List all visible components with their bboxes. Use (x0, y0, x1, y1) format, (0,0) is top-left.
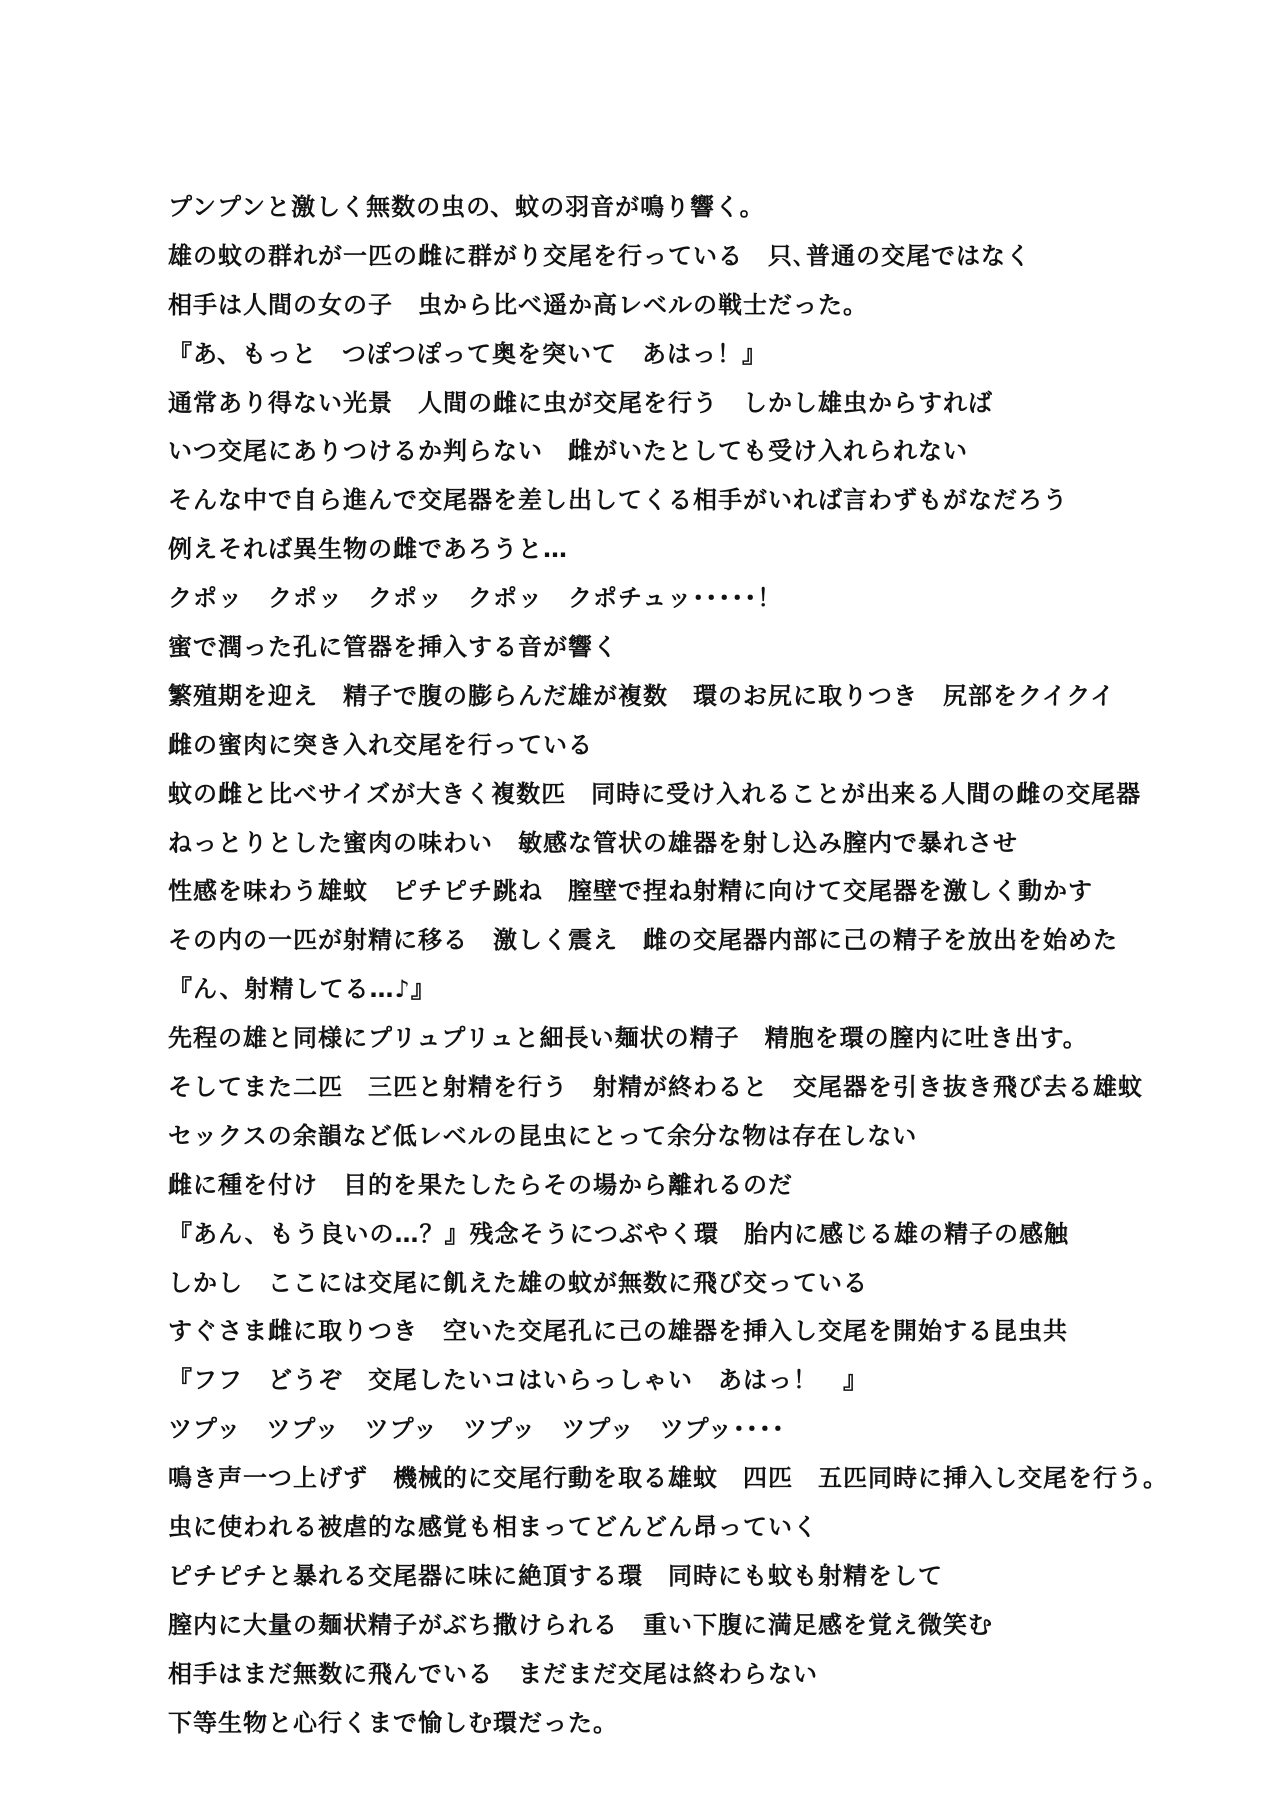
text-line: そんな中で自ら進んで交尾器を差し出してくる相手がいれば言わずもがなだろう (168, 486, 1068, 515)
text-line: 性感を味わう雄蚊 ピチピチ跳ね 膣壁で捏ね射精に向けて交尾器を激しく動かす (168, 877, 1093, 906)
document-body (168, 183, 1208, 1748)
text-line: 通常あり得ない光景 人間の雌に虫が交尾を行う しかし雄虫からすれば (168, 388, 993, 417)
text-line: 例えそれば異生物の雌であろうと… (168, 535, 568, 564)
text-line: しかし ここには交尾に飢えた雄の蚊が無数に飛び交っている (168, 1268, 868, 1297)
text-line: 鳴き声一つ上げず 機械的に交尾行動を取る雄蚊 四匹 五匹同時に挿入し交尾を行う。 (168, 1464, 1168, 1493)
text-line: クポッ クポッ クポッ クポッ クポチュッ･････！ (168, 584, 783, 613)
text-line: ピチピチと暴れる交尾器に味に絶頂する環 同時にも蚊も射精をして (168, 1561, 943, 1590)
text-line: その内の一匹が射精に移る 激しく震え 雌の交尾器内部に己の精子を放出を始めた (168, 926, 1118, 955)
text-line: 蜜で潤った孔に管器を挿入する音が響く (168, 633, 618, 662)
text-line: プンプンと激しく無数の虫の、蚊の羽音が鳴り響く。 (168, 193, 765, 221)
text-line: 先程の雄と同様にプリュプリュと細長い麺状の精子 精胞を環の膣内に吐き出す。 (168, 1024, 1088, 1053)
text-line: 雄の蚊の群れが一匹の雌に群がり交尾を行っている 只､普通の交尾ではなく (168, 241, 1031, 270)
text-line: ツプッ ツプッ ツプッ ツプッ ツプッ ツプッ････ (168, 1415, 785, 1444)
text-line: 相手はまだ無数に飛んでいる まだまだ交尾は終わらない (168, 1659, 818, 1688)
text-line: ねっとりとした蜜肉の味わい 敏感な管状の雄器を射し込み膣内で暴れさせ (168, 828, 1018, 857)
text-line: 膣内に大量の麺状精子がぶち撒けられる 重い下腹に満足感を覚え微笑む (168, 1610, 993, 1639)
text-line: すぐさま雌に取りつき 空いた交尾孔に己の雄器を挿入し交尾を開始する昆虫共 (168, 1317, 1068, 1346)
text-line: 繁殖期を迎え 精子で腹の膨らんだ雄が複数 環のお尻に取りつき 尻部をクイクイ (168, 681, 1116, 710)
text-line: 『ん、射精してる…♪』 (168, 975, 436, 1004)
text-line: 相手は人間の女の子 虫から比べ遥か高レベルの戦士だった。 (168, 290, 868, 319)
text-line: 雌の蜜肉に突き入れ交尾を行っている (168, 730, 593, 759)
text-line: 『フフ どうぞ 交尾したいコはいらっしゃい あはっ！ 』 (168, 1366, 868, 1395)
text-line: 雌に種を付け 目的を果たしたらその場から離れるのだ (168, 1170, 793, 1199)
text-line: そしてまた二匹 三匹と射精を行う 射精が終わると 交尾器を引き抜き飛び去る雄蚊 (168, 1073, 1143, 1102)
text-line: いつ交尾にありつけるか判らない 雌がいたとしても受け入れられない (168, 437, 968, 466)
text-line: 『あん、もう良いの…？』残念そうにつぶやく環 胎内に感じる雄の精子の感触 (168, 1219, 1069, 1248)
text-line: 虫に使われる被虐的な感覚も相まってどんどん昂っていく (168, 1513, 818, 1542)
text-line: セックスの余韻など低レベルの昆虫にとって余分な物は存在しない (168, 1121, 918, 1150)
text-line: 下等生物と心行くまで愉しむ環だった。 (168, 1708, 618, 1737)
text-line: 蚊の雌と比べサイズが大きく複数匹 同時に受け入れることが出来る人間の雌の交尾器 (168, 779, 1142, 808)
text-line: 『あ、もっと つぽつぽって奥を突いて あはっ！』 (168, 339, 768, 368)
